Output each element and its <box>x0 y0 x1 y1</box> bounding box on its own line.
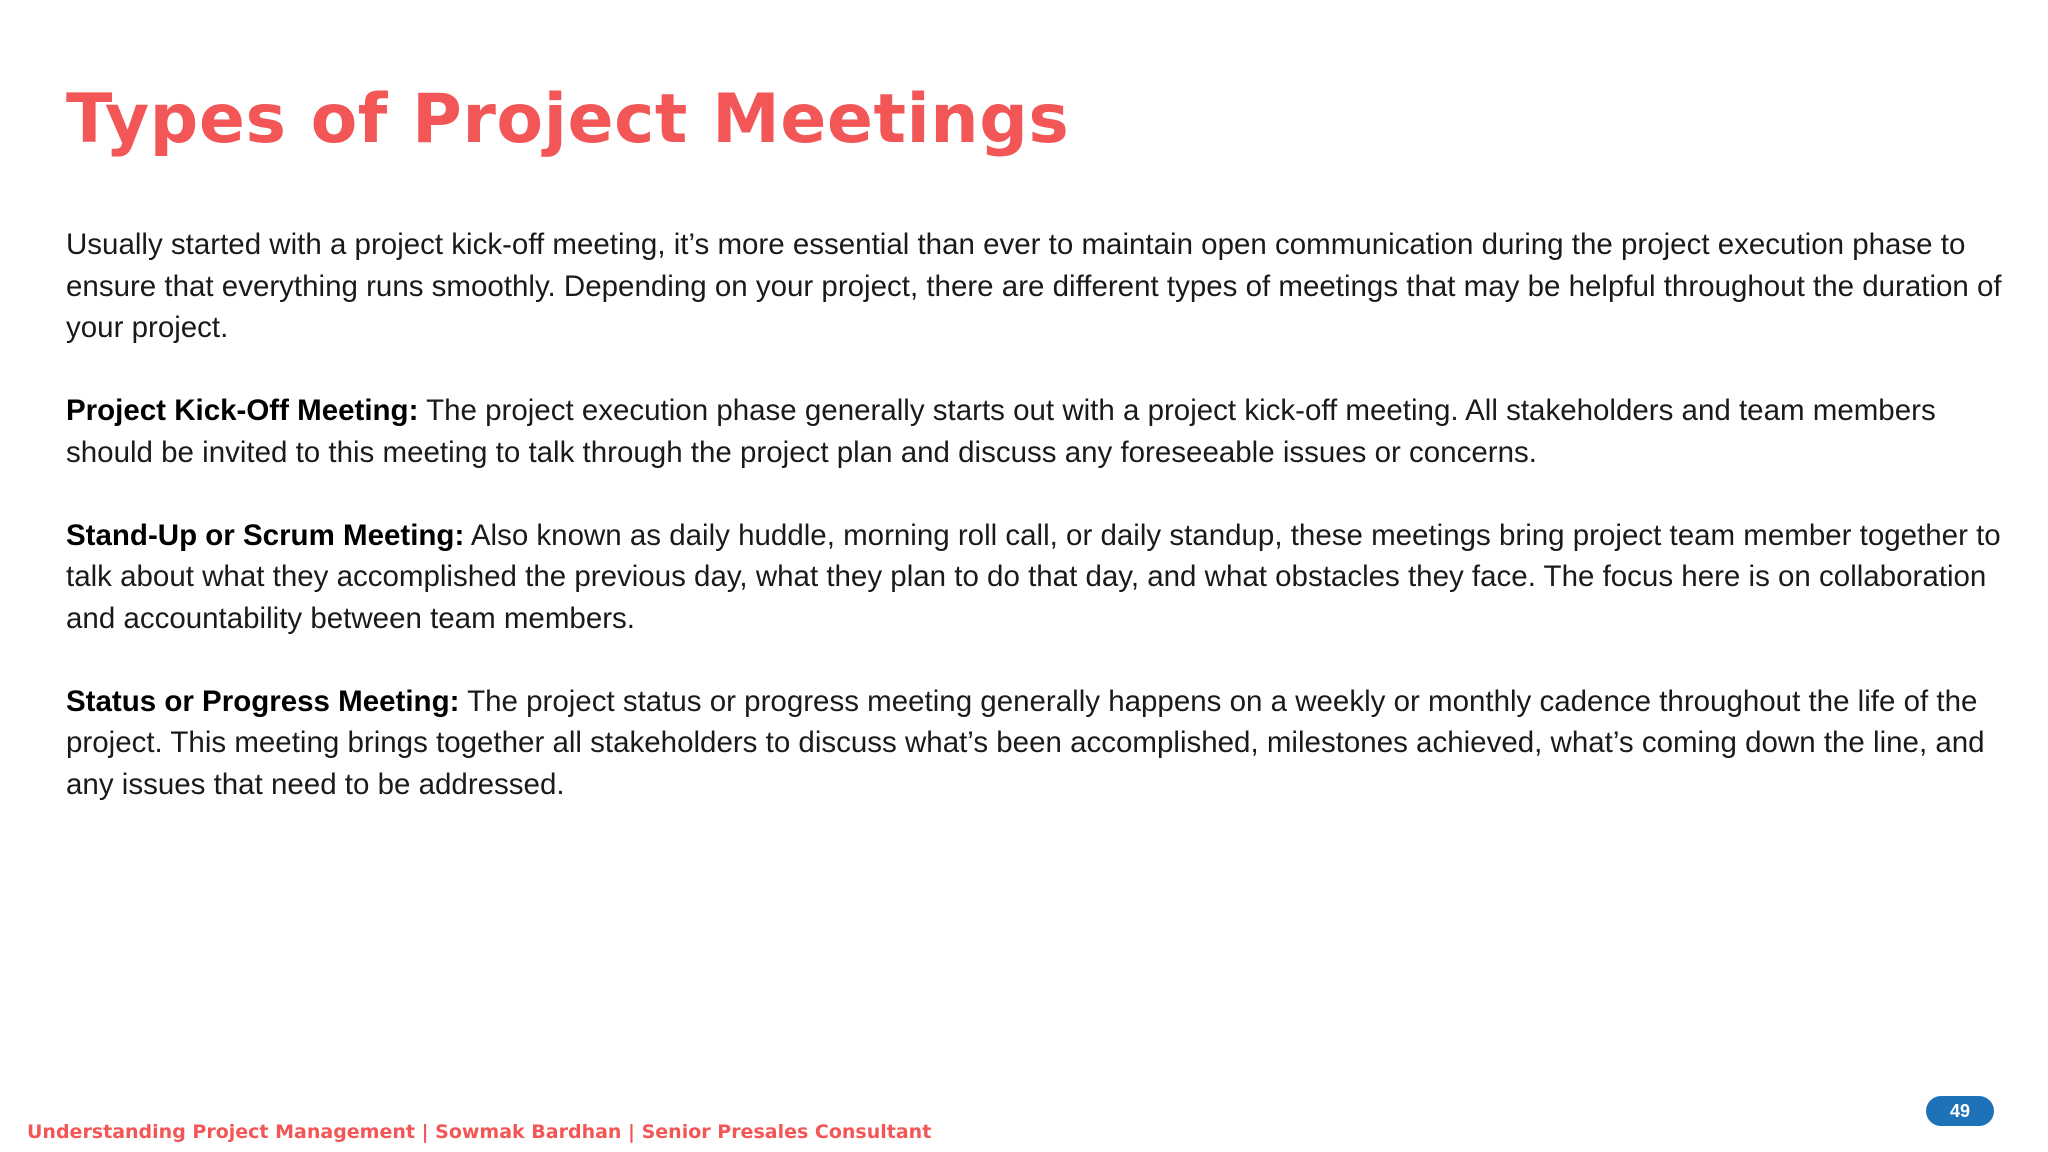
meeting-status <box>66 681 2026 806</box>
intro-paragraph: Usually started with a project kick-off meeting, it’s more essential than ever to maintain open communication during the project execution phase to ensure that everything runs smoothly. Depending on your project, there are different types of meetings that may be helpful throughout the duration of your project. <box>66 228 2002 344</box>
meeting-term: Project Kick-Off Meeting: <box>66 394 419 427</box>
slide-body <box>66 224 2026 847</box>
footer-credits: Understanding Project Management | Sowmak Bardhan | Senior Presales Consultant <box>27 1121 932 1143</box>
meeting-term: Stand-Up or Scrum Meeting: <box>66 518 465 552</box>
meeting-description: The project status or progress meeting generally happens on a weekly or monthly cadence throughout the life of the project. This meeting brings together all stakeholders to discuss what’s been accomplished, milestones achieved, what’s coming down the line, and any issues that need to be addressed. <box>66 684 1985 801</box>
meeting-description: Also known as daily huddle, morning roll call, or daily standup, these meetings bring project team member together to talk about what they accomplished the previous day, what they plan to do that day, and what obstacles they face. The focus here is on collaboration and accountability between team members. <box>66 518 2001 635</box>
meeting-description: The project execution phase generally starts out with a project kick-off meeting. All stakeholders and team members should be invited to this meeting to talk through the project plan and discuss any foreseeable issues or concerns. <box>66 394 1936 469</box>
meeting-kickoff <box>66 390 2026 473</box>
meeting-standup <box>66 515 2026 640</box>
meeting-term: Status or Progress Meeting: <box>66 684 460 718</box>
page-number-badge: 49 <box>1926 1096 1994 1126</box>
slide-title: Types of Project Meetings <box>66 80 1070 159</box>
